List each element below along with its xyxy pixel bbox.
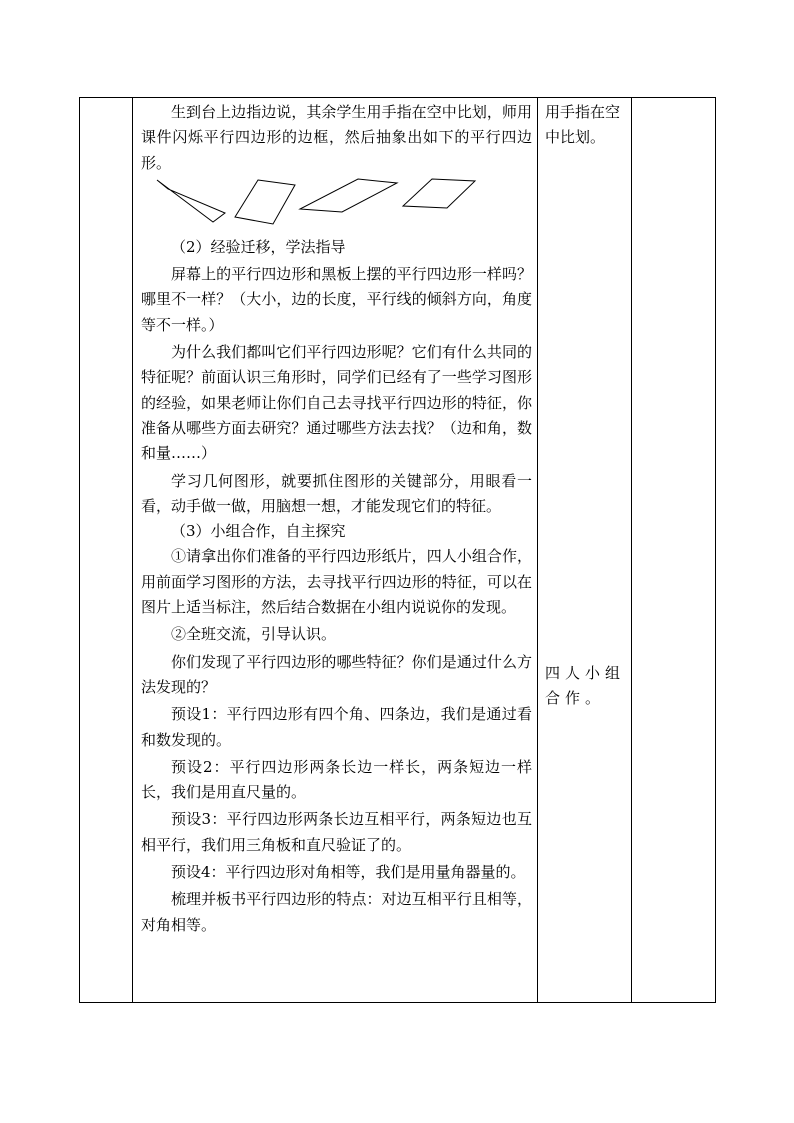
lesson-table bbox=[79, 97, 716, 1003]
parallelogram-shape-4 bbox=[403, 179, 475, 208]
section-heading: （3）小组合作，自主探究 bbox=[171, 522, 346, 541]
paragraph: 你们发现了平行四边形的哪些特征？你们是通过什么方法发现的？ bbox=[141, 652, 532, 696]
paragraph: 为什么我们都叫它们平行四边形呢？它们有什么共同的特征呢？前面认识三角形时，同学们已经有了一些学习图形的经验，如果老师让你们自己去寻找平行四边形的特征，你准备从哪些方面去研究？通过哪些方法去找？（边和角，数和量……） bbox=[141, 343, 532, 463]
parallelogram-diagram bbox=[145, 177, 535, 229]
parallelogram-shape-1 bbox=[157, 180, 225, 222]
section-heading: （2）经验迁移，学法指导 bbox=[171, 237, 346, 256]
paragraph: ①请拿出你们准备的平行四边形纸片，四人小组合作，用前面学习图形的方法，去寻找平行四边形的特征，可以在图片上适当标注，然后结合数据在小组内说说你的发现。 bbox=[141, 547, 532, 617]
paragraph: 梳理并板书平行四边形的特点：对边互相平行且相等，对角相等。 bbox=[141, 890, 532, 934]
student-note: 用手指在空中比划。 bbox=[545, 103, 621, 147]
paragraph: 预设1：平行四边形有四个角、四条边，我们是通过看和数发现的。 bbox=[141, 705, 532, 749]
paragraph: 学习几何图形，就要抓住图形的关键部分，用眼看一看，动手做一做，用脑想一想，才能发现它们的特征。 bbox=[141, 471, 532, 515]
paragraph: ②全班交流，引导认识。 bbox=[171, 625, 337, 644]
parallelogram-shape-2 bbox=[235, 180, 295, 224]
paragraph: 预设2：平行四边形两条长边一样长，两条短边一样长，我们是用直尺量的。 bbox=[141, 757, 532, 802]
paragraph: 预设4：平行四边形对角相等，我们是用量角器量的。 bbox=[171, 863, 526, 882]
student-note: 四人小组合作。 bbox=[545, 664, 626, 708]
paragraph: 生到台上边指边说，其余学生用手指在空中比划，师用课件闪烁平行四边形的边框，然后抽象出如下的平行四边形。 bbox=[141, 103, 532, 172]
column-divider bbox=[631, 98, 632, 1002]
parallelogram-shape-3 bbox=[300, 179, 397, 212]
parallelogram-figures bbox=[141, 177, 532, 232]
student-activity-column bbox=[538, 98, 631, 1002]
teaching-process-column bbox=[133, 98, 538, 938]
paragraph: 预设3：平行四边形两条长边互相平行，两条短边也互相平行，我们用三角板和直尺验证了的。 bbox=[141, 810, 532, 854]
paragraph: 屏幕上的平行四边形和黑板上摆的平行四边形一样吗？哪里不一样？（大小，边的长度，平行线的倾斜方向，角度等不一样。） bbox=[141, 265, 532, 334]
